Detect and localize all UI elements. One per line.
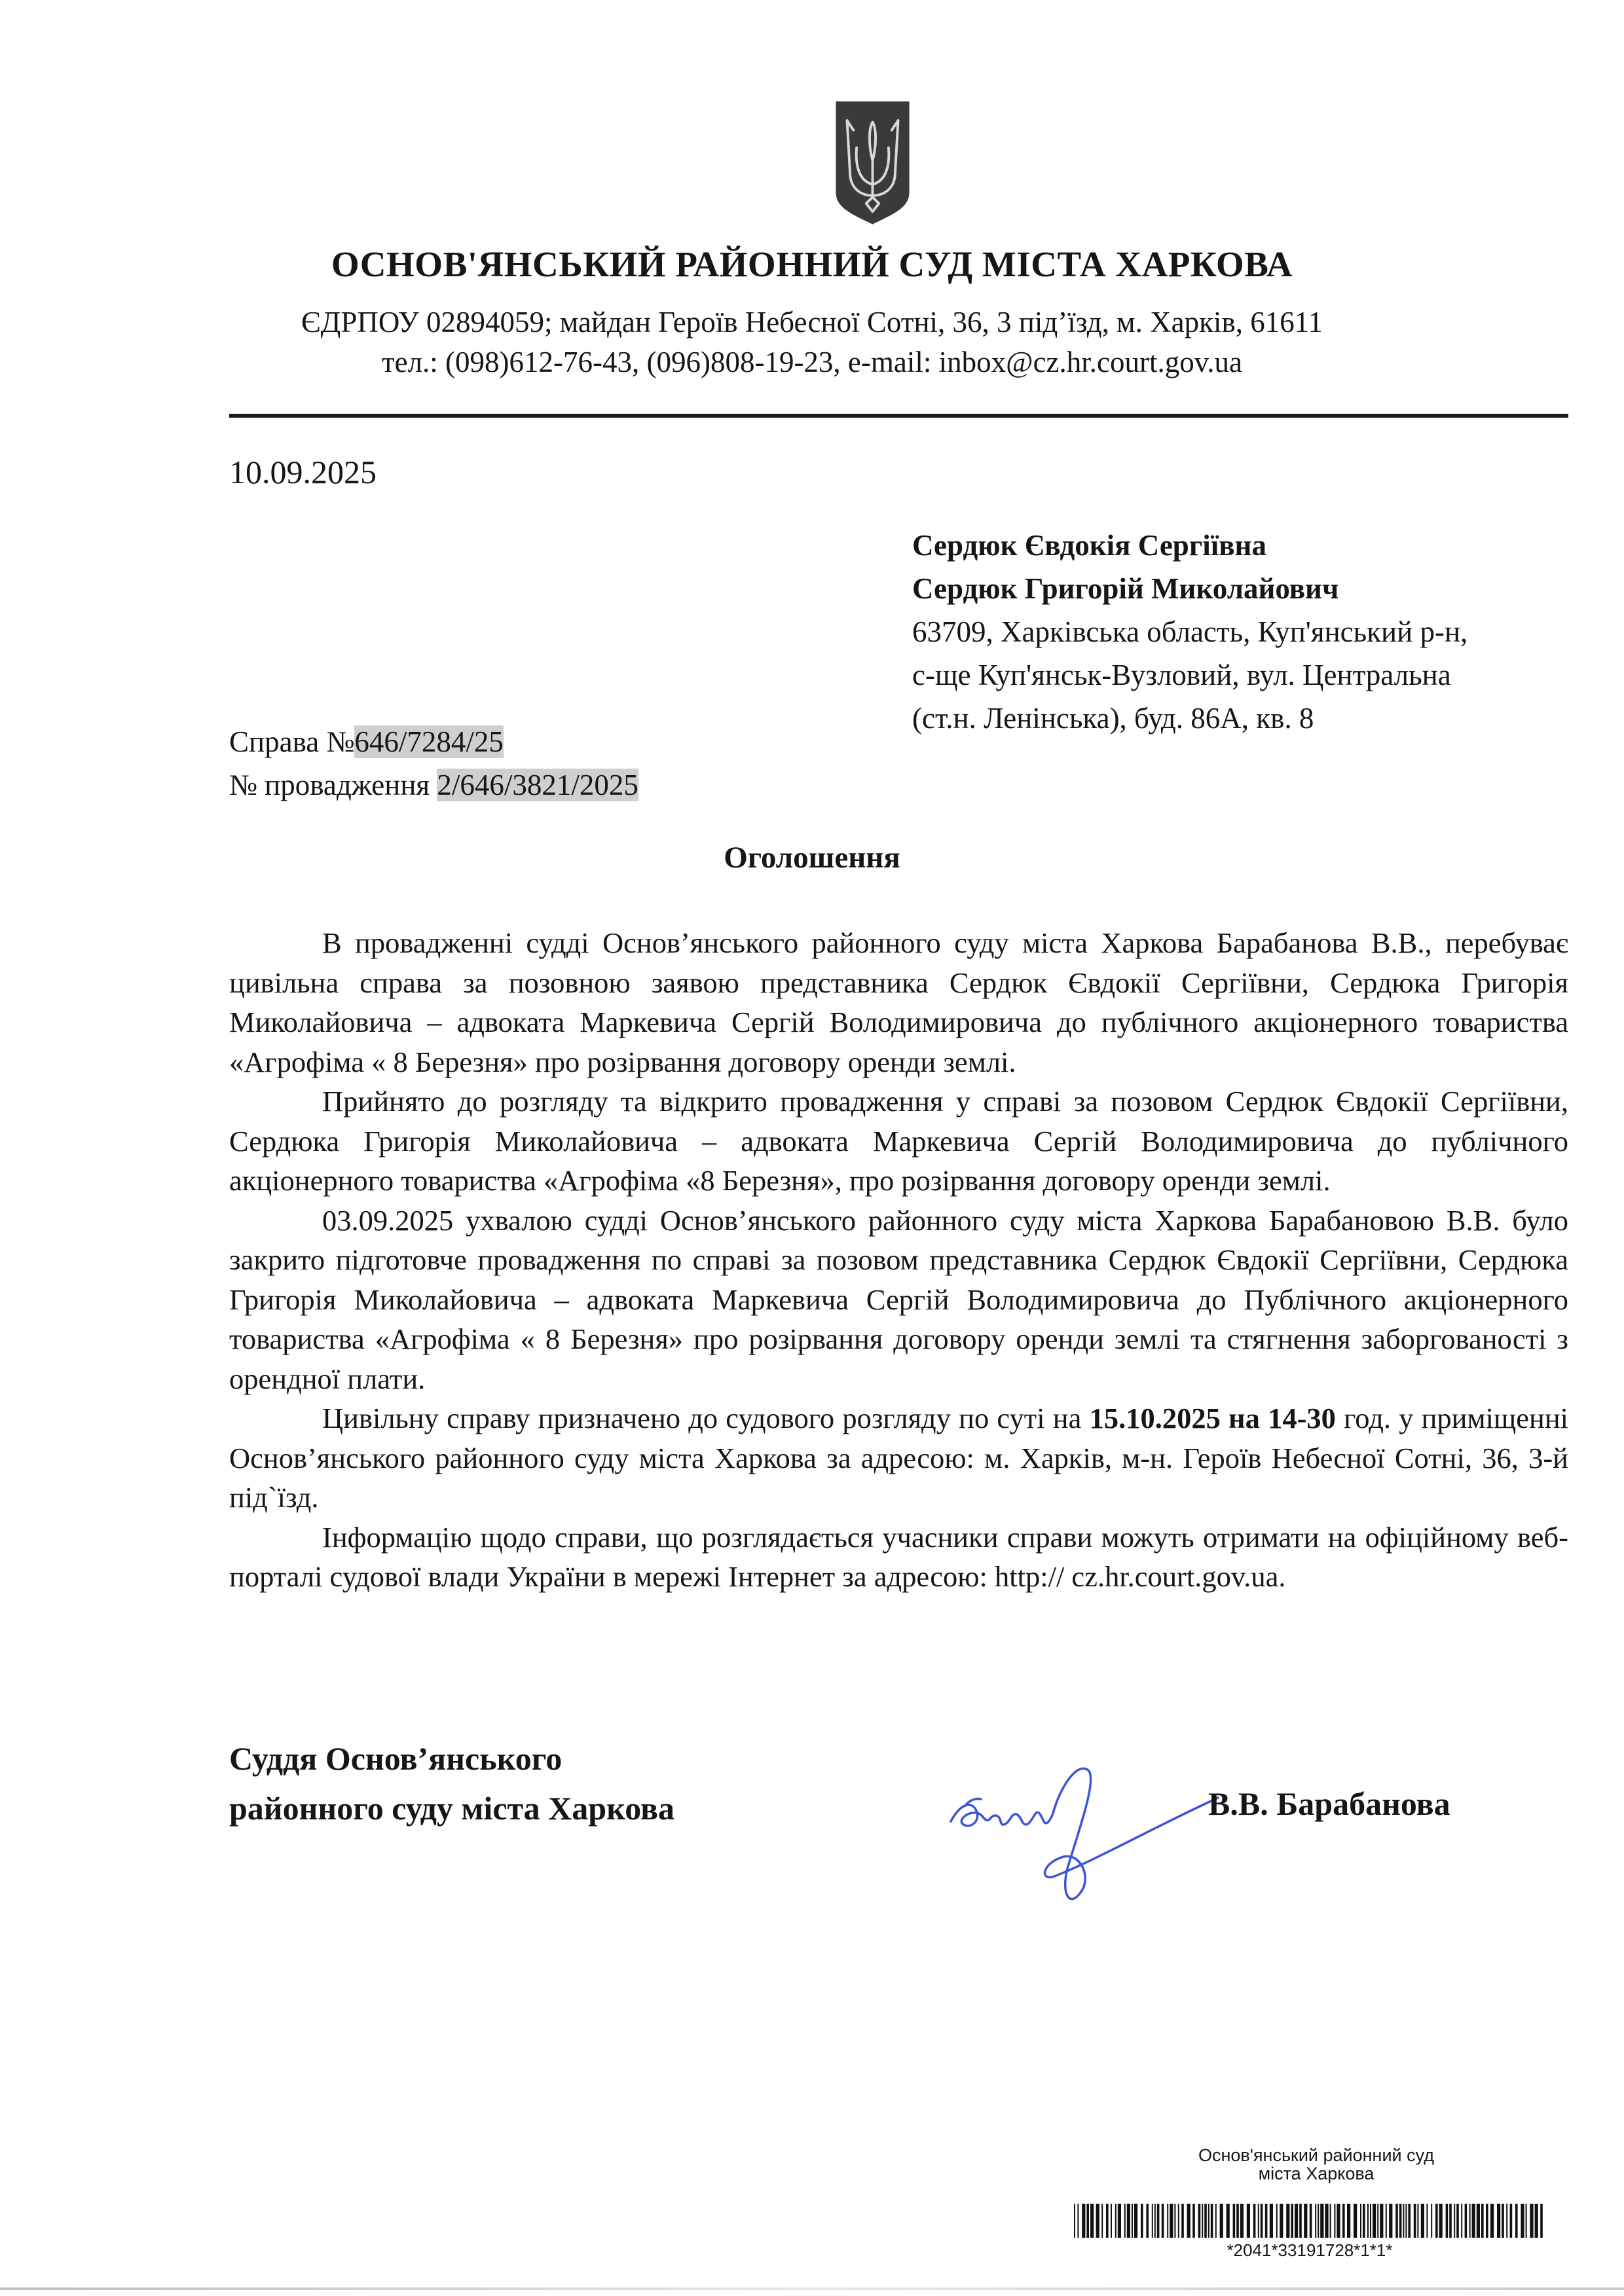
- barcode-bar: [1318, 2204, 1319, 2238]
- barcode-bar: [1315, 2204, 1316, 2238]
- barcode-bar: [1253, 2204, 1256, 2238]
- barcode-bar: [1408, 2204, 1411, 2238]
- barcode-bar: [1304, 2204, 1307, 2238]
- barcode-bar: [1325, 2204, 1328, 2238]
- barcode-bar: [1247, 2204, 1250, 2238]
- barcode-bar: [1515, 2204, 1518, 2238]
- barcode-bar: [1310, 2204, 1312, 2238]
- barcode-bar: [1431, 2204, 1432, 2238]
- barcode-bar: [1380, 2204, 1383, 2238]
- barcode-bar: [1526, 2204, 1527, 2238]
- barcode-bar: [1106, 2204, 1109, 2238]
- barcode-bar: [1077, 2204, 1079, 2238]
- recipient-name-2: Сердюк Григорій Миколайович: [912, 572, 1339, 605]
- barcode-bar: [1174, 2204, 1175, 2238]
- hearing-time: 14-30: [1268, 1402, 1336, 1434]
- barcode-bar: [1456, 2204, 1459, 2238]
- barcode-bar: [1208, 2204, 1209, 2238]
- barcode-bar: [1157, 2204, 1160, 2238]
- barcode-bar: [1373, 2204, 1376, 2238]
- barcode-bar: [1530, 2204, 1533, 2238]
- proceeding-number-line: [229, 763, 638, 807]
- barcode-bar: [1386, 2204, 1387, 2238]
- barcode-bar: [1291, 2204, 1293, 2238]
- barcode-bar: [1265, 2204, 1268, 2238]
- hearing-on: на: [1220, 1402, 1268, 1434]
- barcode-bar: [1170, 2204, 1173, 2238]
- barcode-bar: [1490, 2204, 1494, 2238]
- barcode-bar: [1082, 2204, 1085, 2238]
- barcode-bar: [1405, 2204, 1407, 2238]
- barcode-bar: [1320, 2204, 1323, 2238]
- barcode-bar: [1363, 2204, 1365, 2238]
- barcode-bar: [1367, 2204, 1369, 2238]
- barcode-bar: [1347, 2204, 1350, 2238]
- barcode-bar: [1414, 2204, 1416, 2238]
- barcode-bar: [1535, 2204, 1538, 2238]
- barcode-bar: [1162, 2204, 1164, 2238]
- barcode-bar: [1486, 2204, 1488, 2238]
- court-contacts: [0, 302, 1624, 382]
- barcode-bar: [1510, 2204, 1513, 2238]
- barcode-bar: [1417, 2204, 1418, 2238]
- barcode-bar: [1469, 2204, 1471, 2238]
- barcode-bar: [1187, 2204, 1190, 2238]
- body-paragraph: Інформацію щодо справи, що розглядається учасники справи можуть отримати на офіційному веб-порталі судової влади України в мережі Інтернет за адресою: http:// cz.hr.court.gov.ua.: [229, 1520, 1568, 1593]
- barcode-bar: [1240, 2204, 1244, 2238]
- barcode-bar: [1127, 2204, 1130, 2238]
- barcode-bar: [1454, 2204, 1455, 2238]
- barcode-bar: [1389, 2204, 1392, 2238]
- barcode-bar: [1286, 2204, 1289, 2238]
- judge-title-line: Суддя Основ’янського: [229, 1740, 563, 1777]
- barcode-bar: [1152, 2204, 1153, 2238]
- barcode-bar: [1115, 2204, 1116, 2238]
- recipient-address-line: 63709, Харківська область, Куп'янський р-н,: [912, 615, 1468, 648]
- barcode-bar: [1141, 2204, 1143, 2238]
- court-phone-email-line: тел.: (098)612-76-43, (096)808-19-23, e-mail: inbox@cz.hr.court.gov.ua: [381, 346, 1243, 378]
- barcode-bar: [1421, 2204, 1424, 2238]
- barcode-bar: [1395, 2204, 1398, 2238]
- barcode-bar: [1472, 2204, 1475, 2238]
- document-date: 10.09.2025: [229, 454, 377, 490]
- barcode-bar: [1167, 2204, 1168, 2238]
- barcode-bar: [1446, 2204, 1449, 2238]
- recipient-block: [912, 524, 1467, 740]
- scan-edge-line: [0, 2287, 1624, 2290]
- barcode-bar: [1280, 2204, 1283, 2238]
- barcode-bar: [1399, 2204, 1402, 2238]
- barcode-bar: [1111, 2204, 1112, 2238]
- barcode-bar: [1435, 2204, 1438, 2238]
- barcode-bar: [1337, 2204, 1340, 2238]
- barcode-bar: [1354, 2204, 1357, 2238]
- hearing-text: Цивільну справу призначено до судового розгляду по суті на: [322, 1402, 1090, 1434]
- judge-name: В.В. Барабанова: [1208, 1785, 1450, 1822]
- barcode-bar: [1502, 2204, 1504, 2238]
- barcode-bar: [1220, 2204, 1223, 2238]
- recipient-name-1: Сердюк Євдокія Сергіївна: [912, 529, 1266, 562]
- barcode-bar: [1118, 2204, 1121, 2238]
- barcode-bar: [1521, 2204, 1524, 2238]
- case-info: [229, 720, 638, 807]
- body-paragraph: 03.09.2025 ухвалою судді Основ’янського районного суду міста Харкова Барабановою В.В. було закрито підготовче провадження по справі за позовом представника Сердюк Євдокії Сергіївни, Сердюка Григорія Миколайовича – адвоката Маркевича Сергій Володимировича до Публічного акціонерного товариства «Агрофіма « 8 Березня» про розірвання договору оренди землі та стягнення заборгованості з орендної плати.: [229, 1203, 1568, 1395]
- court-name: ОСНОВ'ЯНСЬКИЙ РАЙОННИЙ СУД МІСТА ХАРКОВА: [331, 244, 1293, 284]
- registry-stamp: [1192, 2146, 1441, 2183]
- proceeding-number: 2/646/3821/2025: [437, 769, 638, 801]
- court-address-line: ЄДРПОУ 02894059; майдан Героїв Небесної Сотні, 36, 3 під’їзд, м. Харків, 61611: [301, 306, 1323, 338]
- announcement-body: [229, 923, 1568, 1597]
- barcode-bar: [1146, 2204, 1149, 2238]
- barcode-bar: [1449, 2204, 1452, 2238]
- barcode-icon: [1074, 2204, 1545, 2238]
- recipient-address-line: с-ще Куп'янськ-Вузловий, вул. Центральна: [912, 659, 1451, 691]
- body-paragraph: В провадженні судді Основ’янського районного суду міста Харкова Барабанова В.В., перебуває цивільна справа за позовною заявою представника Сердюк Євдокії Сергіївни, Сердюка Григорія Миколайовича – адвоката Маркевича Сергій Володимировича до публічного акціонерного товариства «Агрофіма « 8 Березня» про розірвання договору оренди землі.: [229, 926, 1568, 1078]
- barcode-bar: [1342, 2204, 1345, 2238]
- barcode-bar: [1360, 2204, 1361, 2238]
- barcode-bar: [1334, 2204, 1335, 2238]
- barcode-bar: [1465, 2204, 1467, 2238]
- barcode-bar: [1506, 2204, 1507, 2238]
- announcement-heading: Оголошення: [724, 841, 900, 875]
- barcode-bar: [1299, 2204, 1302, 2238]
- barcode-bar: [1192, 2204, 1195, 2238]
- barcode-bar: [1236, 2204, 1239, 2238]
- barcode-bar: [1124, 2204, 1126, 2238]
- barcode-bar: [1439, 2204, 1443, 2238]
- barcode-bar: [1204, 2204, 1207, 2238]
- barcode-bar: [1540, 2204, 1543, 2238]
- barcode-bar: [1403, 2204, 1404, 2238]
- barcode-bar: [1258, 2204, 1259, 2238]
- barcode-bar: [1198, 2204, 1201, 2238]
- barcode-bar: [1426, 2204, 1428, 2238]
- recipient-address-line: (ст.н. Ленінська), буд. 86А, кв. 8: [912, 702, 1314, 735]
- barcode-bar: [1377, 2204, 1378, 2238]
- barcode-bar: [1086, 2204, 1089, 2238]
- barcode-bar: [1178, 2204, 1179, 2238]
- hearing-location: год. у приміщенні Основ’янського районного суду міста Харкова за адресою: м. Харків, м-н. Героїв Небесної Сотні, 36, 3-й під`їзд.: [229, 1402, 1569, 1514]
- header-divider: [229, 414, 1568, 418]
- barcode-bar: [1497, 2204, 1500, 2238]
- barcode-bar: [1132, 2204, 1133, 2238]
- barcode-bar: [1461, 2204, 1462, 2238]
- barcode-bar: [1270, 2204, 1273, 2238]
- barcode-bar: [1101, 2204, 1103, 2238]
- barcode-bar: [1261, 2204, 1263, 2238]
- barcode-bar: [1276, 2204, 1278, 2238]
- barcode-bar: [1211, 2204, 1213, 2238]
- barcode-bar: [1090, 2204, 1094, 2238]
- case-number-label: Справа №: [229, 725, 355, 758]
- barcode-number: *2041*33191728*1*1*: [1227, 2240, 1393, 2260]
- barcode-bar: [1074, 2204, 1075, 2238]
- handwritten-signature: [943, 1741, 1225, 1912]
- barcode-bar: [1370, 2204, 1371, 2238]
- case-number-line: [229, 720, 638, 763]
- hearing-paragraph: [229, 1398, 1568, 1518]
- barcode-bar: [1295, 2204, 1298, 2238]
- barcode-bar: [1154, 2204, 1156, 2238]
- judge-title: [229, 1734, 674, 1833]
- judge-title-line: районного суду міста Харкова: [229, 1790, 675, 1827]
- barcode-bar: [1481, 2204, 1484, 2238]
- stamp-city: міста Харкова: [1258, 2164, 1375, 2183]
- barcode-bar: [1134, 2204, 1137, 2238]
- barcode-bar: [1477, 2204, 1480, 2238]
- barcode-bar: [1233, 2204, 1236, 2238]
- case-number: 646/7284/25: [354, 725, 504, 758]
- barcode-bar: [1096, 2204, 1099, 2238]
- barcode-bar: [1227, 2204, 1230, 2238]
- barcode-bar: [1215, 2204, 1217, 2238]
- barcode-bar: [1330, 2204, 1331, 2238]
- body-paragraph: Прийнято до розгляду та відкрито провадження у справі за позовом Сердюк Євдокії Сергіївни, Сердюка Григорія Миколайовича – адвоката Маркевича Сергій Володимировича до публічного акціонерного товариства «Агрофіма «8 Березня», про розірвання договору оренди землі.: [229, 1085, 1568, 1197]
- coat-of-arms-icon: [832, 98, 913, 226]
- hearing-date: 15.10.2025: [1089, 1402, 1221, 1434]
- stamp-court-name: Основ'янський районний суд: [1198, 2145, 1434, 2165]
- barcode-bar: [1181, 2204, 1184, 2238]
- proceeding-number-label: № провадження: [229, 769, 437, 801]
- barcode-bar: [1202, 2204, 1203, 2238]
